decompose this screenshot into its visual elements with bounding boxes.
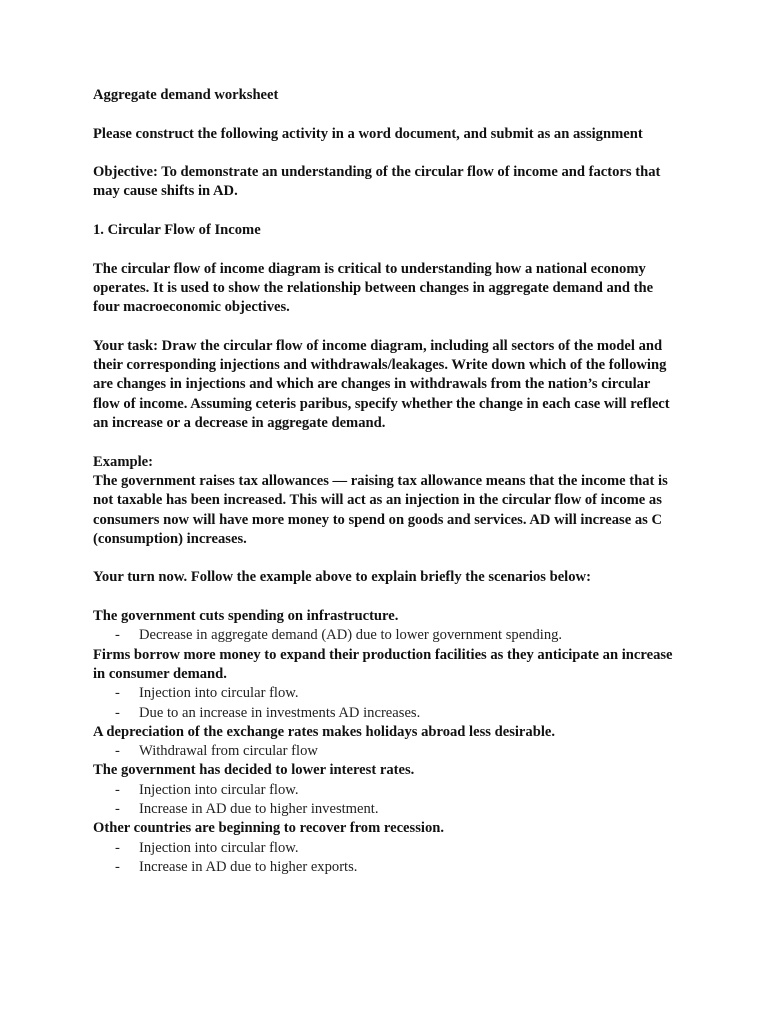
answer-item [93, 626, 676, 645]
intro-paragraph: The circular flow of income diagram is critical to understanding how a national economy operates. It is used to show the relationship between changes in aggregate demand and the four macroeconomic objectives. [93, 260, 654, 316]
document-title: Aggregate demand worksheet [93, 87, 279, 103]
dash-bullet: - [115, 704, 120, 721]
answer-item [93, 704, 676, 723]
scenario-item [93, 646, 676, 723]
scenario-item [93, 819, 676, 877]
example-label: Example: [93, 453, 153, 470]
dash-bullet: - [115, 685, 120, 702]
scenario-list [93, 607, 676, 877]
answer-text: Increase in AD due to higher investment. [139, 800, 379, 817]
dash-bullet: - [115, 743, 120, 760]
answer-item [93, 839, 676, 858]
dash-bullet: - [115, 839, 120, 856]
scenario-title: The government has decided to lower interest rates. [93, 762, 415, 779]
answer-item [93, 742, 676, 761]
answer-list [93, 626, 676, 645]
objective-paragraph: Objective: To demonstrate an understanding of the circular flow of income and factors that may cause shifts in AD. [93, 164, 661, 200]
answer-item [93, 684, 676, 703]
answer-text: Injection into circular flow. [139, 781, 299, 798]
dash-bullet: - [115, 800, 120, 817]
task-paragraph: Your task: Draw the circular flow of income diagram, including all sectors of the model and their corresponding injections and withdrawals/leakages. Write down which of the following are changes in injections and which are changes in withdrawals from the nation’s circular flow of income. Assuming ceteris paribus, specify whether the change in each case will reflect an increase or a decrease in aggregate demand. [93, 337, 670, 432]
scenario-title: A depreciation of the exchange rates makes holidays abroad less desirable. [93, 723, 555, 740]
answer-text: Increase in AD due to higher exports. [139, 858, 358, 875]
scenario-item [93, 723, 676, 762]
answer-text: Due to an increase in investments AD increases. [139, 704, 421, 721]
section-heading: 1. Circular Flow of Income [93, 222, 261, 239]
answer-text: Decrease in aggregate demand (AD) due to lower government spending. [139, 627, 563, 644]
scenario-title: Firms borrow more money to expand their production facilities as they anticipate an increase in consumer demand. [93, 646, 673, 682]
answer-text: Injection into circular flow. [139, 839, 299, 856]
answer-list [93, 781, 676, 820]
scenario-item [93, 761, 676, 819]
dash-bullet: - [115, 858, 120, 875]
answer-list [93, 839, 676, 878]
scenario-title: The government cuts spending on infrastructure. [93, 608, 399, 625]
scenario-item [93, 607, 676, 646]
dash-bullet: - [115, 781, 120, 798]
answer-item [93, 781, 676, 800]
dash-bullet: - [115, 627, 120, 644]
answer-text: Withdrawal from circular flow [139, 743, 318, 760]
your-turn-paragraph: Your turn now. Follow the example above to explain briefly the scenarios below: [93, 569, 591, 586]
answer-item [93, 800, 676, 819]
answer-list [93, 742, 676, 761]
answer-text: Injection into circular flow. [139, 685, 299, 702]
instructions-paragraph: Please construct the following activity in a word document, and submit as an assignment [93, 125, 643, 142]
scenario-title: Other countries are beginning to recover from recession. [93, 820, 445, 837]
answer-item [93, 858, 676, 877]
answer-list [93, 684, 676, 723]
example-paragraph: The government raises tax allowances — raising tax allowance means that the income that is not taxable has been increased. This will act as an injection in the circular flow of income as consumers now will have more money to spend on goods and services. AD will increase as C (consumption) increases. [93, 472, 668, 547]
